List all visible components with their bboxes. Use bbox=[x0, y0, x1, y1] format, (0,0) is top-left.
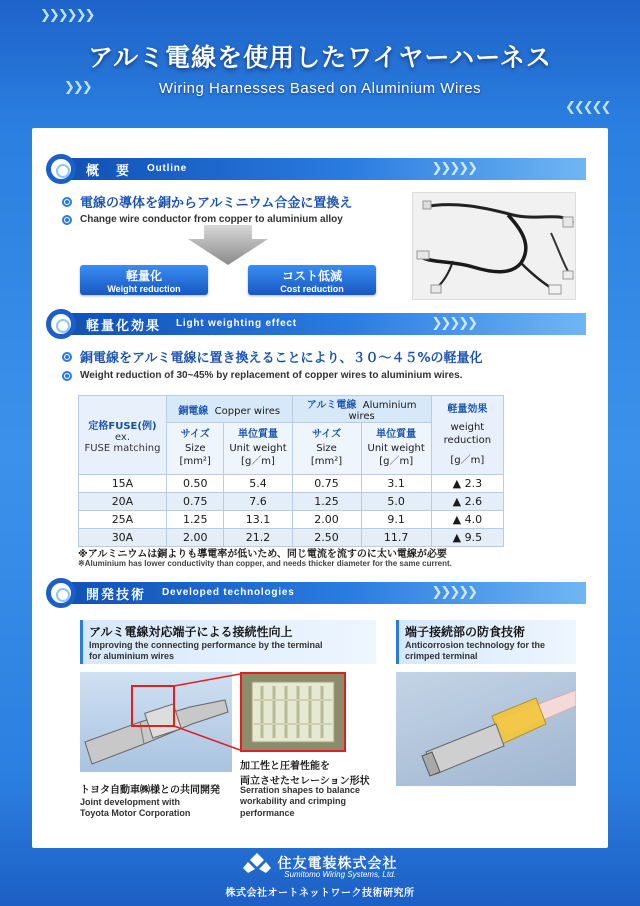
section-marker-icon bbox=[46, 154, 76, 184]
section-header-dev bbox=[52, 582, 586, 604]
al-size-header: サイズ Size [mm²] bbox=[292, 423, 361, 475]
section-marker-icon bbox=[46, 578, 76, 608]
weight-point-en: Weight reduction of 30~45% by replacement of copper wires to aluminium wires. bbox=[62, 370, 462, 381]
chevrons-icon: ❯❯❯❯❯ bbox=[431, 585, 476, 600]
bullet-icon bbox=[62, 215, 72, 225]
dev-left-heading: アルミ電線対応端子による接続性向上 Improving the connecting performance by the terminal for aluminium wires bbox=[80, 620, 376, 664]
decor-chevrons-top-left: ❯❯❯❯❯❯ bbox=[40, 8, 94, 23]
bullet-icon bbox=[62, 371, 72, 381]
section-header-outline bbox=[52, 158, 586, 180]
note-ja: ※アルミニウムは銅よりも導電率が低いため、同じ電流を流すのに太い電線が必要 bbox=[78, 549, 447, 560]
zoom-connector-lines bbox=[172, 672, 242, 752]
weight-point-ja: 銅電線をアルミ電線に置き換えることにより、３０～４５%の軽量化 bbox=[62, 347, 483, 366]
bullet-icon bbox=[62, 352, 72, 362]
section-title-ja: 開発技術 bbox=[86, 588, 147, 603]
fuse-header: 定格FUSE(例) ex. FUSE matching bbox=[79, 396, 167, 475]
note-en: ※Aluminium has lower conductivity than copper, and needs thicker diameter for the same current. bbox=[78, 559, 452, 568]
dev-right-heading: 端子接続部の防食技術 Anticorrosion technology for the crimped terminal bbox=[396, 620, 576, 664]
caption-serration-en: Serration shapes to balance workability and crimping performance bbox=[240, 785, 361, 818]
section-title-en: Light weighting effect bbox=[176, 318, 297, 329]
company-name-ja: 住友電装株式会社 bbox=[277, 856, 398, 872]
table-row: 15A 0.50 5.4 0.75 3.1 ▲ 2.3 bbox=[79, 475, 504, 493]
company-name-en: Sumitomo Wiring Systems, Ltd. bbox=[284, 870, 396, 879]
page-title: アルミ電線を使用したワイヤーハーネス bbox=[88, 43, 552, 72]
outline-point-ja: 電線の導体を銅からアルミニウム合金に置換え bbox=[62, 192, 352, 211]
cu-weight-header: 単位質量 Unit weight [g／m] bbox=[224, 423, 292, 475]
bullet-icon bbox=[62, 197, 72, 207]
down-arrow-icon bbox=[188, 225, 268, 265]
section-title-ja: 軽量化効果 bbox=[86, 319, 162, 334]
aluminium-header: アルミ電線 Aluminium wires bbox=[292, 396, 431, 423]
wire-harness-photo bbox=[412, 192, 576, 300]
table-row: 30A 2.00 21.2 2.50 11.7 ▲ 9.5 bbox=[79, 529, 504, 547]
copper-header: 銅電線 Copper wires bbox=[166, 396, 292, 423]
chevrons-icon: ❯❯❯❯❯ bbox=[431, 161, 476, 176]
sws-logo-icon bbox=[242, 852, 272, 874]
serration-closeup-photo bbox=[240, 672, 346, 752]
weight-comparison-table bbox=[78, 395, 504, 547]
table-row: 25A 1.25 13.1 2.00 9.1 ▲ 4.0 bbox=[79, 511, 504, 529]
benefit-cost-reduction: コスト低減 Cost reduction bbox=[248, 265, 376, 295]
section-marker-icon bbox=[46, 309, 76, 339]
decor-chevrons-right: ❮❮❮❮❮ bbox=[565, 100, 610, 115]
section-title-ja: 概 要 bbox=[86, 164, 132, 179]
anticorrosion-photo bbox=[396, 672, 576, 786]
section-title-en: Developed technologies bbox=[162, 587, 295, 598]
caption-serration-ja: 加工性と圧着性能を 両立させたセレーション形状 bbox=[240, 761, 370, 787]
section-header-weight bbox=[52, 313, 586, 335]
chevrons-icon: ❯❯❯❯❯ bbox=[431, 316, 476, 331]
section-title-en: Outline bbox=[147, 163, 188, 174]
lab-name: 株式会社オートネットワーク技術研究所 bbox=[225, 888, 415, 899]
cu-size-header: サイズ Size [mm²] bbox=[166, 423, 224, 475]
page-subtitle: Wiring Harnesses Based on Aluminium Wires bbox=[158, 80, 482, 97]
benefit-weight-reduction: 軽量化 Weight reduction bbox=[80, 265, 208, 295]
al-weight-header: 単位質量 Unit weight [g／m] bbox=[361, 423, 431, 475]
caption-toyota-ja: トヨタ自動車㈱様との共同開発 bbox=[80, 785, 220, 796]
outline-point-en: Change wire conductor from copper to aluminium alloy bbox=[62, 214, 343, 225]
reduction-header: 軽量効果 weight reduction [g／m] bbox=[431, 396, 503, 475]
page-header bbox=[0, 38, 640, 97]
company-logo bbox=[0, 852, 640, 879]
caption-toyota-en: Joint development with Toyota Motor Corporation bbox=[80, 797, 191, 819]
table-row: 20A 0.75 7.6 1.25 5.0 ▲ 2.6 bbox=[79, 493, 504, 511]
decor-chevrons-left: ❯❯❯ bbox=[64, 80, 91, 95]
